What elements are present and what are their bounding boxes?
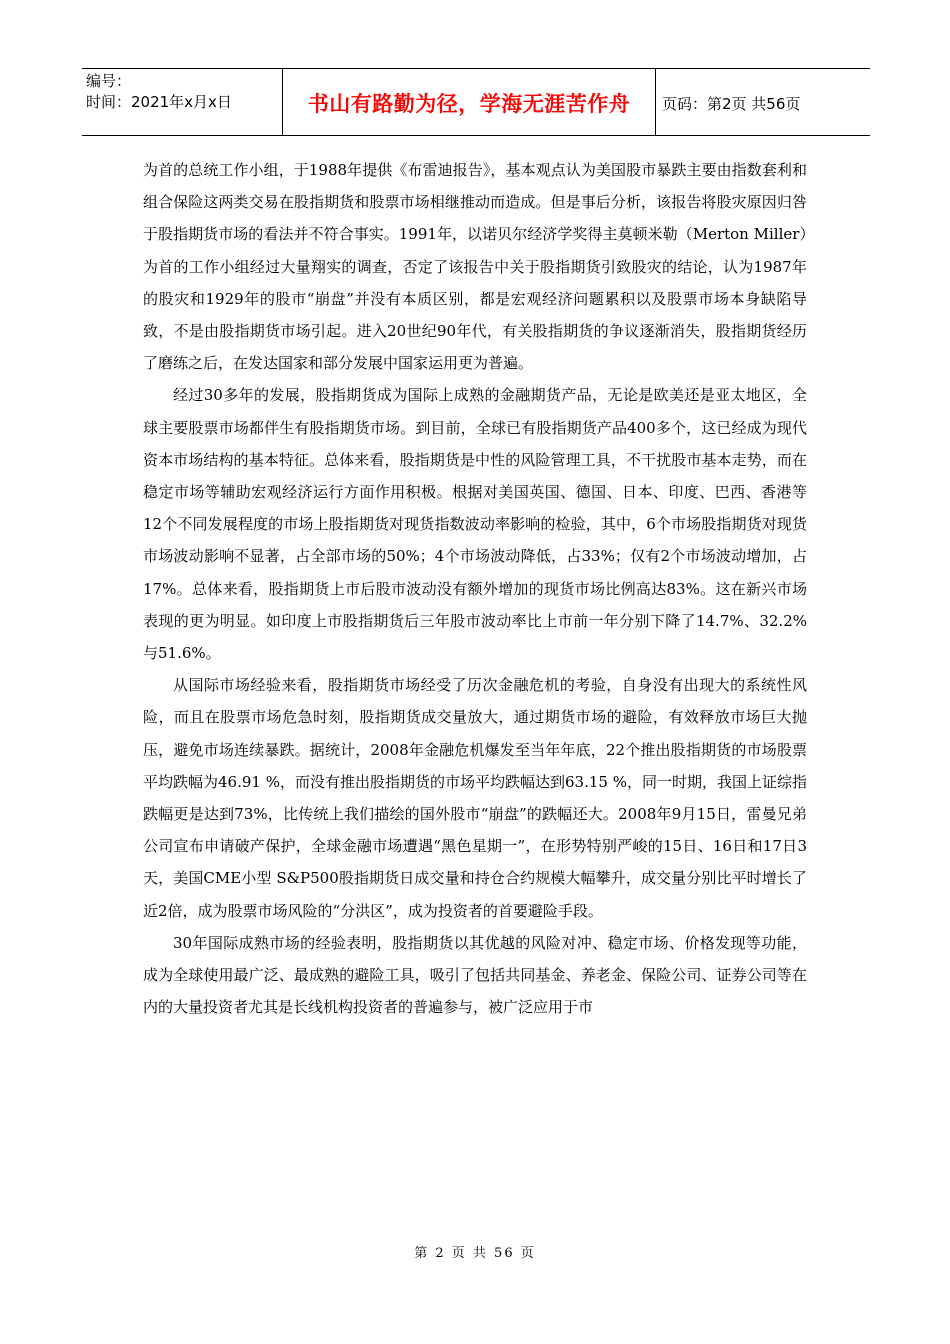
header-page-info: 页码：第2页 共56页 xyxy=(662,94,801,113)
paragraph-1: 为首的总统工作小组，于1988年提供《布雷迪报告》，基本观点认为美国股市暴跌主要由指数套利和组合保险这两类交易在股指期货和股票市场相继推动而造成。但是事后分析，该报告将股灾原因归咎于股指期货市场的看法并不符合事实。1991年，以诺贝尔经济学奖得主莫顿米勒（Merton Miller）为首的工作小组经过大量翔实的调查，否定了该报告中关于股指期货引致股灾的结论，认为1987年的股灾和1929年的股市“崩盘”并没有本质区别，都是宏观经济问题累积以及股票市场本身缺陷导致，不是由股指期货市场引起。进入20世纪90年代，有关股指期货的争议逐渐消失，股指期货经历了磨练之后，在发达国家和部分发展中国家运用更为普遍。 xyxy=(143,161,807,373)
header-number-label: 编号： xyxy=(86,72,132,90)
document-body xyxy=(143,154,807,1023)
header-meta xyxy=(82,69,282,135)
paragraph-4: 30年国际成熟市场的经验表明，股指期货以其优越的风险对冲、稳定市场、价格发现等功能，成为全球使用最广泛、最成熟的避险工具，吸引了包括共同基金、养老金、保险公司、证券公司等在内的大量投资者尤其是长线机构投资者的普遍参与，被广泛应用于市 xyxy=(143,933,807,1017)
page-footer: 第 2 页 共 56 页 xyxy=(414,1246,536,1261)
header-time-label: 时间：2021年x月x日 xyxy=(86,93,232,111)
paragraph-2: 经过30多年的发展，股指期货成为国际上成熟的金融期货产品，无论是欧美还是亚太地区，全球主要股票市场都伴生有股指期货市场。到目前，全球已有股指期货产品400多个，这已经成为现代资本市场结构的基本特征。总体来看，股指期货是中性的风险管理工具，不干扰股市基本走势，而在稳定市场等辅助宏观经济运行方面作用积极。根据对美国英国、德国、日本、印度、巴西、香港等12个不同发展程度的市场上股指期货对现货指数波动率影响的检验，其中，6个市场股指期货对现货市场波动影响不显著，占全部市场的50%；4个市场波动降低，占33%；仅有2个市场波动增加，占17%。总体来看，股指期货上市后股市波动没有额外增加的现货市场比例高达83%。这在新兴市场表现的更为明显。如印度上市股指期货后三年股市波动率比上市前一年分别下降了14.7%、32.2%与51.6%。 xyxy=(143,386,807,663)
page-header xyxy=(82,68,870,136)
paragraph-3: 从国际市场经验来看，股指期货市场经受了历次金融危机的考验，自身没有出现大的系统性风险，而且在股票市场危急时刻，股指期货成交量放大，通过期货市场的避险，有效释放市场巨大抛压，避免市场连续暴跌。据统计，2008年金融危机爆发至当年年底，22个推出股指期货的市场股票平均跌幅为46.91 %，而没有推出股指期货的市场平均跌幅达到63.15 %，同一时期，我国上证综指跌幅更是达到73%，比传统上我们描绘的国外股市“崩盘”的跌幅还大。2008年9月15日，雷曼兄弟公司宣布申请破产保护，全球金融市场遭遇“黑色星期一”，在形势特别严峻的15日、16日和17日3天，美国CME小型 S&P500股指期货日成交量和持仓合约规模大幅攀升，成交量分别比平时增长了近2倍，成为股票市场风险的“分洪区”，成为投资者的首要避险手段。 xyxy=(143,676,807,920)
header-motto: 书山有路勤为径，学海无涯苦作舟 xyxy=(282,69,656,135)
